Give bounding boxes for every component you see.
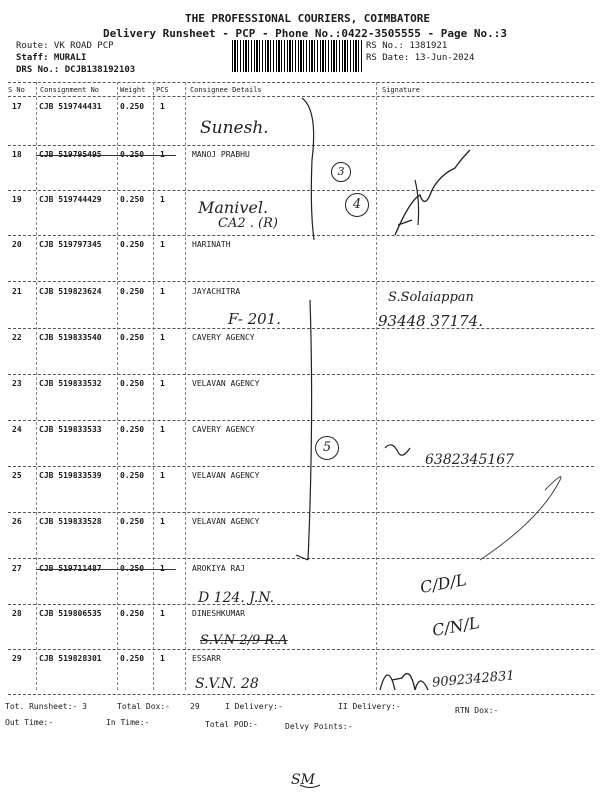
route-label: Route: VK ROAD PCP [16, 41, 114, 51]
rs-number: RS No.: 1381921 [366, 41, 448, 51]
col-consignment: Consignment No [40, 86, 100, 94]
row-weight: 0.250 [120, 195, 145, 204]
row-consignment-no: CJB 519806535 [39, 609, 102, 618]
return-dox: RTN Dox:- [455, 706, 499, 715]
row-pcs: 1 [160, 471, 165, 480]
handwritten-name: Manivel. [198, 198, 269, 217]
row-consignment-no: CJB 519833539 [39, 471, 102, 480]
row-consignment-no: CJB 519744431 [39, 102, 102, 111]
handwritten-name: Sunesh. [200, 118, 269, 138]
row-consignment-no: CJB 519833540 [39, 333, 102, 342]
row-consignment-no: CJB 519711487 [39, 564, 102, 573]
row-sno: 22 [12, 333, 22, 342]
row-sno: 27 [12, 564, 22, 573]
row-sno: 28 [12, 609, 22, 618]
handwritten-address: D 124. J.N. [198, 590, 275, 606]
runsheet-title: Delivery Runsheet - PCP - Phone No.:0422-3505555 - Page No.:3 [103, 27, 507, 40]
row-sno: 24 [12, 425, 22, 434]
row-pcs: 1 [160, 333, 165, 342]
row-consignee: AROKIYA RAJ [192, 564, 245, 573]
company-name: THE PROFESSIONAL COURIERS, COIMBATORE [185, 12, 431, 25]
total-runsheet: Tot. Runsheet:- 3 [5, 702, 87, 711]
row-weight: 0.250 [120, 564, 145, 573]
row-weight: 0.250 [120, 102, 145, 111]
in-time: In Time:- [106, 718, 150, 727]
row-pcs: 1 [160, 102, 165, 111]
row-sno: 18 [12, 150, 22, 159]
row-consignee: MANOJ PRABHU [192, 150, 250, 159]
row-sno: 25 [12, 471, 22, 480]
row-sno: 17 [12, 102, 22, 111]
col-consignee: Consignee Details [190, 86, 262, 94]
row-weight: 0.250 [120, 425, 145, 434]
row-weight: 0.250 [120, 287, 145, 296]
row-pcs: 1 [160, 609, 165, 618]
handwritten-status: C/D/L [418, 570, 468, 597]
row-consignee: JAYACHITRA [192, 287, 241, 296]
handwritten-address: S.V.N. 28 [195, 676, 259, 692]
row-sno: 23 [12, 379, 22, 388]
row-consignment-no: CJB 519833532 [39, 379, 102, 388]
total-pod: Total POD:- [205, 720, 258, 729]
handwritten-status: C/N/L [430, 613, 481, 640]
row-pcs: 1 [160, 287, 165, 296]
total-dox-label: Total Dox:- [117, 702, 170, 711]
row-weight: 0.250 [120, 609, 145, 618]
row-pcs: 1 [160, 379, 165, 388]
row-weight: 0.250 [120, 240, 145, 249]
row-consignee: CAVERY AGENCY [192, 333, 255, 342]
handwritten-phone: 93448 37174. [378, 312, 483, 330]
out-time: Out Time:- [5, 718, 54, 727]
row-consignment-no: CJB 519823624 [39, 287, 102, 296]
row-weight: 0.250 [120, 471, 145, 480]
handwritten-phone: 6382345167 [425, 452, 515, 468]
row-sno: 21 [12, 287, 22, 296]
row-pcs: 1 [160, 195, 165, 204]
total-dox-value: 29 [190, 702, 200, 711]
drs-number: DRS No.: DCJB138192103 [16, 65, 136, 75]
row-consignee: DINESHKUMAR [192, 609, 245, 618]
row-sno: 19 [12, 195, 22, 204]
row-consignment-no: CJB 519833528 [39, 517, 102, 526]
row-pcs: 1 [160, 240, 165, 249]
row-pcs: 1 [160, 425, 165, 434]
row-consignment-no: CJB 519828301 [39, 654, 102, 663]
row-weight: 0.250 [120, 333, 145, 342]
row-consignment-no: CJB 519795495 [39, 150, 102, 159]
col-pcs: PCS [156, 86, 169, 94]
circled-number: 5 [315, 436, 339, 460]
row-consignee: VELAVAN AGENCY [192, 517, 260, 526]
row-weight: 0.250 [120, 379, 145, 388]
handwritten-phone: 9092342831 [431, 668, 516, 691]
row-consignment-no: CJB 519833533 [39, 425, 102, 434]
staff-label: Staff: MURALI [16, 53, 87, 63]
row-weight: 0.250 [120, 517, 145, 526]
row-sno: 26 [12, 517, 22, 526]
row-sno: 29 [12, 654, 22, 663]
row-consignee: CAVERY AGENCY [192, 425, 255, 434]
row-weight: 0.250 [120, 150, 145, 159]
row-pcs: 1 [160, 150, 165, 159]
row-consignment-no: CJB 519744429 [39, 195, 102, 204]
col-sno: S No [8, 86, 25, 94]
second-delivery: II Delivery:- [338, 702, 401, 711]
handwritten-name: S.Solaiappan [388, 290, 474, 305]
col-signature: Signature [382, 86, 420, 94]
row-consignee: ESSARR [192, 654, 221, 663]
delivery-points: Delvy Points:- [285, 722, 353, 731]
row-pcs: 1 [160, 654, 165, 663]
row-consignee: VELAVAN AGENCY [192, 379, 260, 388]
row-consignee: VELAVAN AGENCY [192, 471, 260, 480]
circled-number: 3 [331, 162, 351, 182]
handwritten-initials: SM [291, 772, 315, 788]
col-weight: Weight [120, 86, 146, 94]
handwritten-address: CA2 . (R) [218, 216, 278, 231]
row-sno: 20 [12, 240, 22, 249]
row-consignment-no: CJB 519797345 [39, 240, 102, 249]
handwritten-address: F- 201. [228, 310, 281, 328]
row-pcs: 1 [160, 564, 165, 573]
row-consignee: HARINATH [192, 240, 231, 249]
first-delivery: I Delivery:- [225, 702, 283, 711]
row-pcs: 1 [160, 517, 165, 526]
rs-date: RS Date: 13-Jun-2024 [366, 53, 475, 63]
circled-number: 4 [345, 193, 369, 217]
handwritten-address: S.V.N 2/9 R.A [200, 633, 288, 648]
row-weight: 0.250 [120, 654, 145, 663]
